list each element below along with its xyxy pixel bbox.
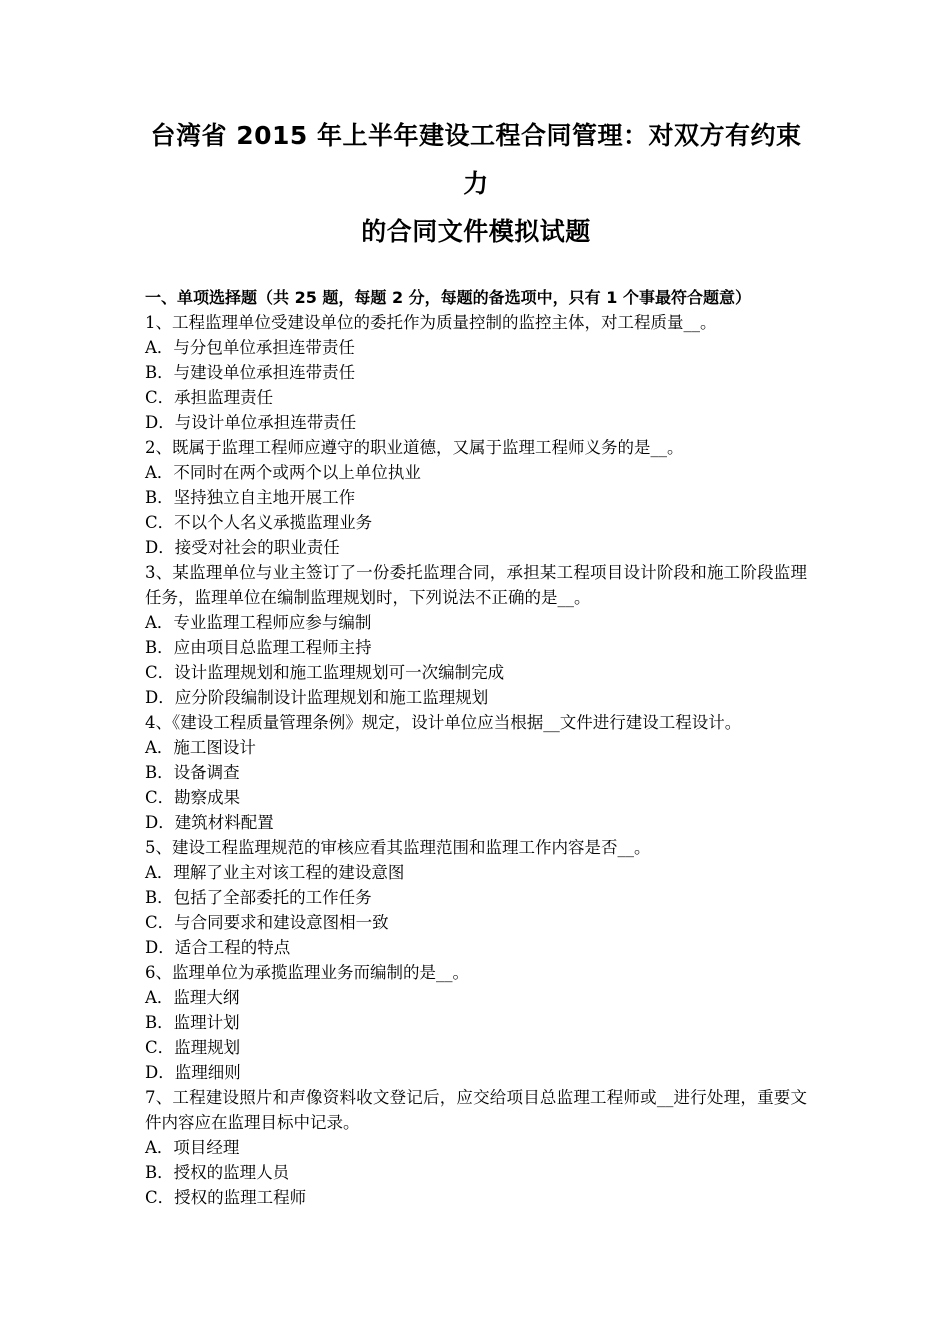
answer-option: A．项目经理 bbox=[145, 1138, 240, 1157]
answer-option: B．与建设单位承担连带责任 bbox=[145, 363, 356, 382]
answer-option: C．设计监理规划和施工监理规划可一次编制完成 bbox=[145, 663, 505, 682]
answer-option: B．包括了全部委托的工作任务 bbox=[145, 888, 372, 907]
answer-option: D．与设计单位承担连带责任 bbox=[145, 413, 357, 432]
answer-option: D．建筑材料配置 bbox=[145, 813, 274, 832]
answer-option: C．监理规划 bbox=[145, 1038, 241, 1057]
question-stem: 7、工程建设照片和声像资料收文登记后，应交给项目总监理工程师或__进行处理，重要文件内容应在监理目标中记录。 bbox=[145, 1088, 807, 1132]
answer-option: B．应由项目总监理工程师主持 bbox=[145, 638, 372, 657]
question-block bbox=[145, 710, 807, 835]
answer-option: C．勘察成果 bbox=[145, 788, 241, 807]
document-title bbox=[145, 112, 807, 256]
question-stem: 2、既属于监理工程师应遵守的职业道德，又属于监理工程师义务的是__。 bbox=[145, 438, 684, 457]
answer-option: A．施工图设计 bbox=[145, 738, 256, 757]
question-block bbox=[145, 1085, 807, 1210]
answer-option: C．与合同要求和建设意图相一致 bbox=[145, 913, 389, 932]
answer-option: A．专业监理工程师应参与编制 bbox=[145, 613, 372, 632]
answer-option: B．设备调查 bbox=[145, 763, 240, 782]
answer-option: D．接受对社会的职业责任 bbox=[145, 538, 340, 557]
answer-option: A．监理大纲 bbox=[145, 988, 240, 1007]
question-block bbox=[145, 310, 807, 435]
question-block bbox=[145, 960, 807, 1085]
question-stem: 3、某监理单位与业主签订了一份委托监理合同，承担某工程项目设计阶段和施工阶段监理任务，监理单位在编制监理规划时，下列说法不正确的是__。 bbox=[145, 563, 807, 607]
question-list bbox=[145, 310, 807, 1210]
answer-option: B．监理计划 bbox=[145, 1013, 240, 1032]
answer-option: A．理解了业主对该工程的建设意图 bbox=[145, 863, 405, 882]
section-heading: 一、单项选择题（共 25 题，每题 2 分，每题的备选项中，只有 1 个事最符合题意） bbox=[145, 288, 751, 307]
answer-option: C．承担监理责任 bbox=[145, 388, 274, 407]
answer-option: A．不同时在两个或两个以上单位执业 bbox=[145, 463, 421, 482]
question-stem: 5、建设工程监理规范的审核应看其监理范围和监理工作内容是否__。 bbox=[145, 838, 651, 857]
document-title-line-1: 台湾省 2015 年上半年建设工程合同管理：对双方有约束力 bbox=[150, 121, 802, 198]
answer-option: D．监理细则 bbox=[145, 1063, 241, 1082]
answer-option: C．授权的监理工程师 bbox=[145, 1188, 307, 1207]
answer-option: B．坚持独立自主地开展工作 bbox=[145, 488, 356, 507]
question-stem: 6、监理单位为承揽监理业务而编制的是__。 bbox=[145, 963, 469, 982]
answer-option: A．与分包单位承担连带责任 bbox=[145, 338, 355, 357]
question-block bbox=[145, 835, 807, 960]
question-stem: 1、工程监理单位受建设单位的委托作为质量控制的监控主体，对工程质量__。 bbox=[145, 313, 717, 332]
question-block bbox=[145, 435, 807, 560]
answer-option: D．适合工程的特点 bbox=[145, 938, 291, 957]
document-page bbox=[145, 112, 807, 1210]
question-block bbox=[145, 560, 807, 710]
answer-option: D．应分阶段编制设计监理规划和施工监理规划 bbox=[145, 688, 489, 707]
question-stem: 4、《建设工程质量管理条例》规定，设计单位应当根据__文件进行建设工程设计。 bbox=[145, 713, 742, 732]
answer-option: C．不以个人名义承揽监理业务 bbox=[145, 513, 373, 532]
document-title-line-2: 的合同文件模拟试题 bbox=[361, 217, 591, 246]
answer-option: B．授权的监理人员 bbox=[145, 1163, 290, 1182]
